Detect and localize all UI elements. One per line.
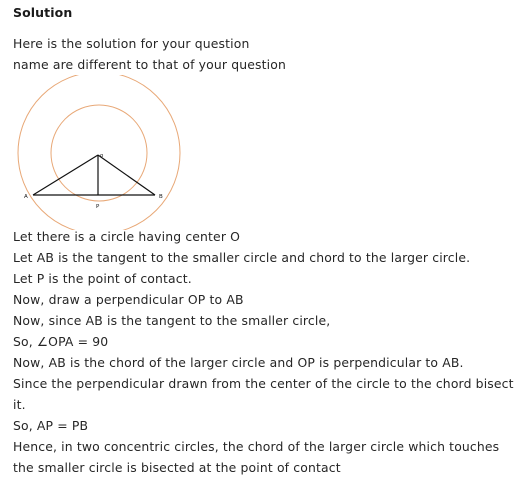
explanation-line-7: Now, AB is the chord of the larger circle and OP is perpendicular to AB. (13, 355, 464, 370)
intro-line-2: name are different to that of your question (13, 57, 286, 72)
smaller-circle (51, 105, 147, 201)
explanation-line-5: Now, since AB is the tangent to the smaller circle, (13, 313, 331, 328)
intro-line-1: Here is the solution for your question (13, 36, 250, 51)
label-o: o (100, 153, 104, 159)
label-a: A (24, 194, 28, 200)
explanation-line-2: Let AB is the tangent to the smaller circle and chord to the larger circle. (13, 250, 471, 265)
segment-oa (33, 155, 98, 195)
explanation-line-6: So, ∠OPA = 90 (13, 334, 109, 349)
figure-canvas (14, 75, 189, 230)
explanation-line-12: the smaller circle is bisected at the point of contact (13, 460, 341, 475)
explanation-line-10: So, AP = PB (13, 418, 89, 433)
explanation-line-11: Hence, in two concentric circles, the chord of the larger circle which touches (13, 439, 500, 454)
label-b: B (159, 194, 163, 200)
explanation-line-3: Let P is the point of contact. (13, 271, 192, 286)
solution-heading: Solution (13, 5, 73, 20)
explanation-line-8: Since the perpendicular drawn from the center of the circle to the chord bisect (13, 376, 514, 391)
concentric-circles-figure (14, 75, 189, 230)
explanation-line-9: it. (13, 397, 26, 412)
label-p: P (96, 204, 100, 210)
explanation-line-4: Now, draw a perpendicular OP to AB (13, 292, 244, 307)
explanation-line-1: Let there is a circle having center O (13, 229, 241, 244)
